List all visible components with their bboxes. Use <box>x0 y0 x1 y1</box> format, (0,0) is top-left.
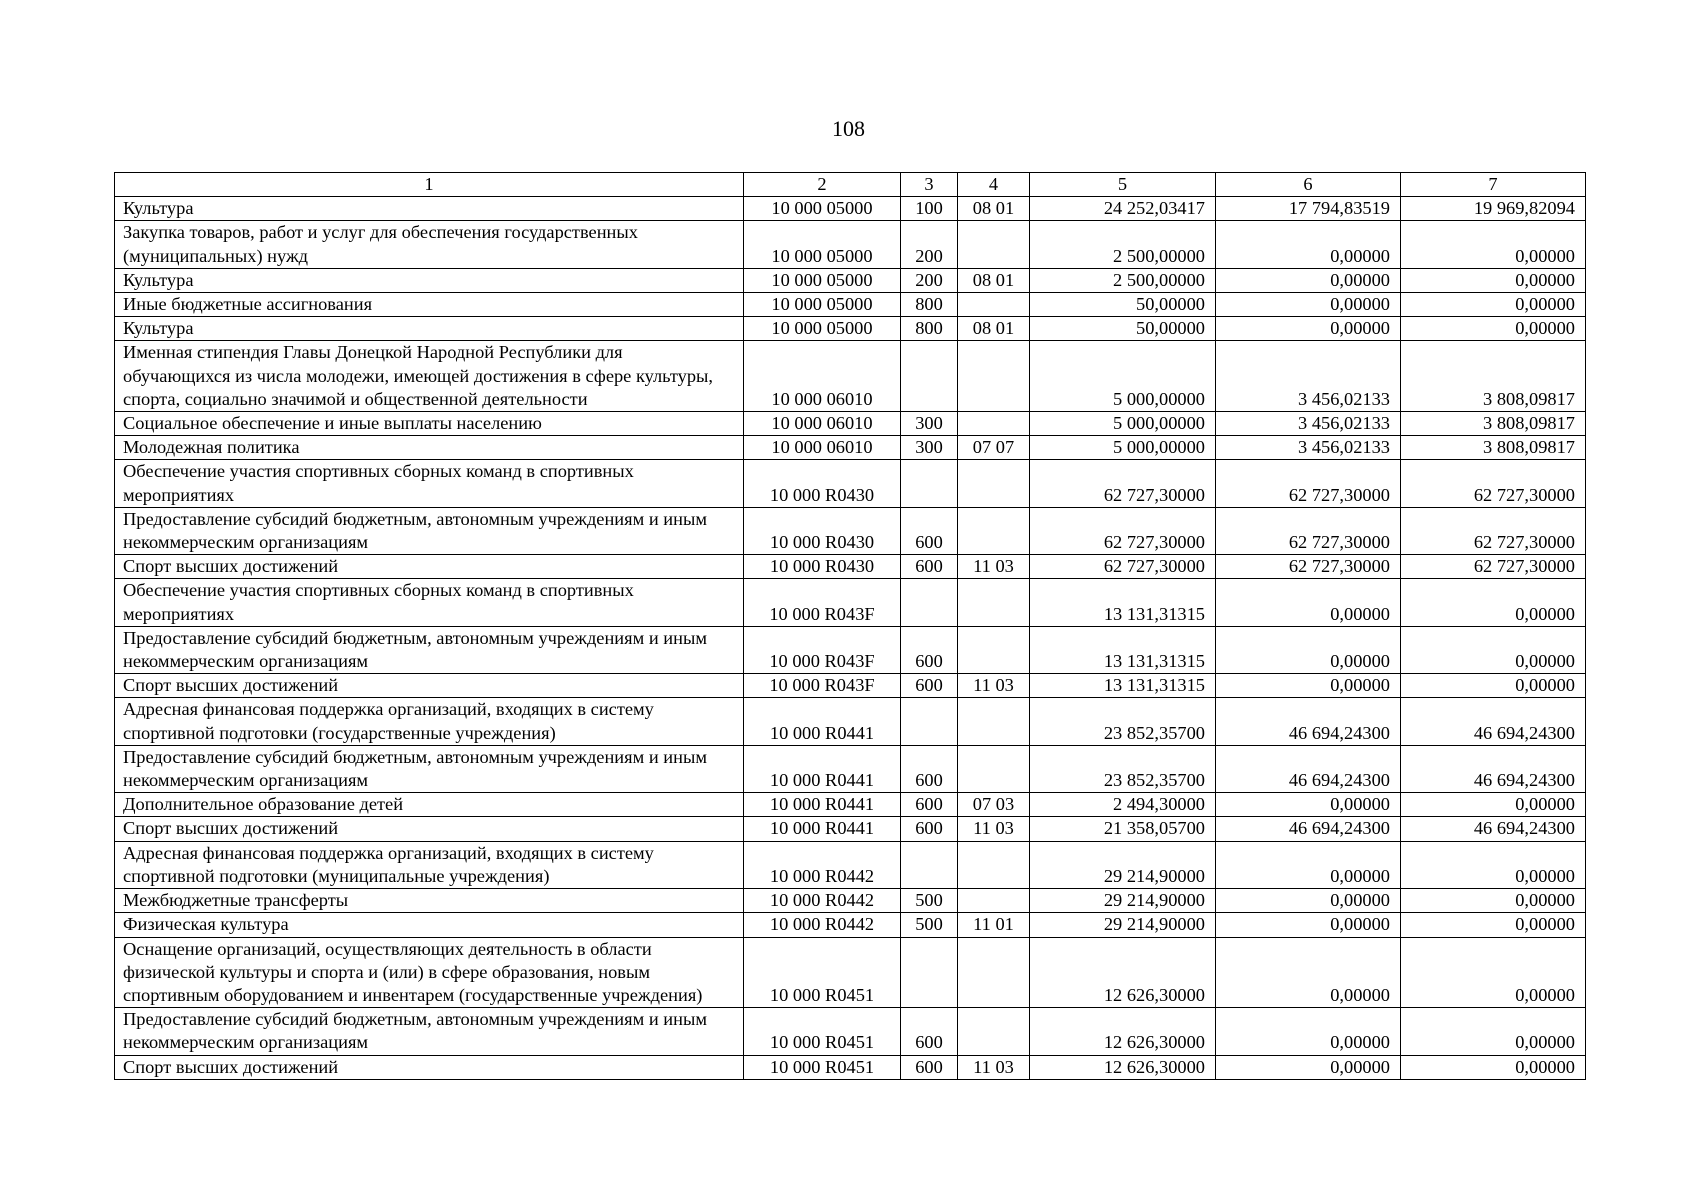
expense-type-cell <box>901 841 958 888</box>
target-code-cell: 10 000 R0430 <box>744 555 901 579</box>
target-code-cell: 10 000 R0441 <box>744 817 901 841</box>
expense-type-cell: 500 <box>901 889 958 913</box>
amount-col6-cell: 0,00000 <box>1216 221 1401 268</box>
amount-col7-cell: 0,00000 <box>1401 674 1586 698</box>
section-code-cell <box>958 889 1030 913</box>
amount-col6-cell: 0,00000 <box>1216 793 1401 817</box>
expense-type-cell: 600 <box>901 1055 958 1079</box>
section-code-cell: 07 07 <box>958 436 1030 460</box>
section-code-cell: 08 01 <box>958 197 1030 221</box>
expense-type-cell: 300 <box>901 436 958 460</box>
item-name-cell: Адресная финансовая поддержка организаций, входящих в систему спортивной подготовки (государственные учреждения) <box>115 698 744 745</box>
amount-col7-cell: 46 694,24300 <box>1401 698 1586 745</box>
item-name-cell: Адресная финансовая поддержка организаций, входящих в систему спортивной подготовки (муниципальные учреждения) <box>115 841 744 888</box>
target-code-cell: 10 000 R0442 <box>744 913 901 937</box>
expense-type-cell: 800 <box>901 317 958 341</box>
item-name-cell: Предоставление субсидий бюджетным, автономным учреждениям и иным некоммерческим организациям <box>115 507 744 554</box>
table-row <box>115 745 1586 792</box>
column-header-5: 5 <box>1030 173 1216 197</box>
amount-col6-cell: 62 727,30000 <box>1216 460 1401 507</box>
amount-col6-cell: 3 456,02133 <box>1216 436 1401 460</box>
target-code-cell: 10 000 R0442 <box>744 841 901 888</box>
table-row <box>115 626 1586 673</box>
target-code-cell: 10 000 R043F <box>744 579 901 626</box>
amount-col6-cell: 46 694,24300 <box>1216 745 1401 792</box>
amount-col5-cell: 2 500,00000 <box>1030 221 1216 268</box>
amount-col5-cell: 5 000,00000 <box>1030 436 1216 460</box>
expense-type-cell: 500 <box>901 913 958 937</box>
section-code-cell: 11 01 <box>958 913 1030 937</box>
table-row <box>115 1055 1586 1079</box>
amount-col7-cell: 62 727,30000 <box>1401 555 1586 579</box>
item-name-cell: Культура <box>115 317 744 341</box>
section-code-cell: 08 01 <box>958 317 1030 341</box>
section-code-cell <box>958 841 1030 888</box>
table-row <box>115 293 1586 317</box>
section-code-cell <box>958 937 1030 1008</box>
expense-type-cell: 600 <box>901 793 958 817</box>
expense-type-cell: 300 <box>901 412 958 436</box>
item-name-cell: Иные бюджетные ассигнования <box>115 293 744 317</box>
amount-col5-cell: 23 852,35700 <box>1030 698 1216 745</box>
section-code-cell <box>958 341 1030 412</box>
amount-col6-cell: 0,00000 <box>1216 579 1401 626</box>
section-code-cell: 11 03 <box>958 555 1030 579</box>
expense-type-cell <box>901 937 958 1008</box>
amount-col5-cell: 12 626,30000 <box>1030 1055 1216 1079</box>
expense-type-cell: 600 <box>901 507 958 554</box>
table-row <box>115 507 1586 554</box>
column-header-2: 2 <box>744 173 901 197</box>
table-row <box>115 412 1586 436</box>
amount-col5-cell: 2 500,00000 <box>1030 268 1216 292</box>
amount-col5-cell: 21 358,05700 <box>1030 817 1216 841</box>
amount-col7-cell: 0,00000 <box>1401 937 1586 1008</box>
amount-col5-cell: 23 852,35700 <box>1030 745 1216 792</box>
amount-col6-cell: 3 456,02133 <box>1216 412 1401 436</box>
amount-col6-cell: 3 456,02133 <box>1216 341 1401 412</box>
table-row <box>115 817 1586 841</box>
amount-col7-cell: 0,00000 <box>1401 889 1586 913</box>
column-header-6: 6 <box>1216 173 1401 197</box>
item-name-cell: Обеспечение участия спортивных сборных команд в спортивных мероприятиях <box>115 579 744 626</box>
section-code-cell: 11 03 <box>958 1055 1030 1079</box>
amount-col6-cell: 62 727,30000 <box>1216 507 1401 554</box>
item-name-cell: Спорт высших достижений <box>115 1055 744 1079</box>
target-code-cell: 10 000 R043F <box>744 674 901 698</box>
amount-col5-cell: 24 252,03417 <box>1030 197 1216 221</box>
table-body <box>115 197 1586 1080</box>
column-header-3: 3 <box>901 173 958 197</box>
amount-col5-cell: 13 131,31315 <box>1030 674 1216 698</box>
target-code-cell: 10 000 06010 <box>744 341 901 412</box>
amount-col6-cell: 46 694,24300 <box>1216 817 1401 841</box>
page-number: 108 <box>832 116 865 141</box>
amount-col6-cell: 0,00000 <box>1216 1055 1401 1079</box>
amount-col7-cell: 3 808,09817 <box>1401 412 1586 436</box>
table-row <box>115 579 1586 626</box>
item-name-cell: Предоставление субсидий бюджетным, автономным учреждениям и иным некоммерческим организациям <box>115 1008 744 1055</box>
expense-type-cell <box>901 579 958 626</box>
amount-col7-cell: 0,00000 <box>1401 1008 1586 1055</box>
target-code-cell: 10 000 05000 <box>744 221 901 268</box>
amount-col6-cell: 0,00000 <box>1216 1008 1401 1055</box>
expense-type-cell <box>901 341 958 412</box>
target-code-cell: 10 000 R0451 <box>744 1008 901 1055</box>
section-code-cell <box>958 745 1030 792</box>
table-row <box>115 221 1586 268</box>
amount-col7-cell: 0,00000 <box>1401 579 1586 626</box>
expense-type-cell: 200 <box>901 221 958 268</box>
expense-type-cell: 600 <box>901 674 958 698</box>
table-row <box>115 674 1586 698</box>
target-code-cell: 10 000 R0441 <box>744 793 901 817</box>
item-name-cell: Оснащение организаций, осуществляющих деятельность в области физической культуры и спорта и (или) в сфере образования, новым спортивным оборудованием и инвентарем (государственные учреждения) <box>115 937 744 1008</box>
item-name-cell: Предоставление субсидий бюджетным, автономным учреждениям и иным некоммерческим организациям <box>115 745 744 792</box>
target-code-cell: 10 000 R0441 <box>744 698 901 745</box>
amount-col7-cell: 0,00000 <box>1401 1055 1586 1079</box>
target-code-cell: 10 000 05000 <box>744 293 901 317</box>
table-row <box>115 841 1586 888</box>
amount-col7-cell: 62 727,30000 <box>1401 460 1586 507</box>
amount-col6-cell: 17 794,83519 <box>1216 197 1401 221</box>
amount-col7-cell: 0,00000 <box>1401 317 1586 341</box>
amount-col5-cell: 29 214,90000 <box>1030 841 1216 888</box>
item-name-cell: Культура <box>115 268 744 292</box>
amount-col7-cell: 0,00000 <box>1401 268 1586 292</box>
amount-col7-cell: 0,00000 <box>1401 626 1586 673</box>
target-code-cell: 10 000 05000 <box>744 197 901 221</box>
item-name-cell: Обеспечение участия спортивных сборных команд в спортивных мероприятиях <box>115 460 744 507</box>
amount-col5-cell: 12 626,30000 <box>1030 1008 1216 1055</box>
table-row <box>115 436 1586 460</box>
section-code-cell <box>958 507 1030 554</box>
item-name-cell: Молодежная политика <box>115 436 744 460</box>
amount-col5-cell: 12 626,30000 <box>1030 937 1216 1008</box>
expense-type-cell: 600 <box>901 626 958 673</box>
table-row <box>115 698 1586 745</box>
section-code-cell <box>958 412 1030 436</box>
amount-col6-cell: 0,00000 <box>1216 293 1401 317</box>
item-name-cell: Предоставление субсидий бюджетным, автономным учреждениям и иным некоммерческим организациям <box>115 626 744 673</box>
amount-col5-cell: 50,00000 <box>1030 293 1216 317</box>
amount-col7-cell: 62 727,30000 <box>1401 507 1586 554</box>
amount-col5-cell: 13 131,31315 <box>1030 579 1216 626</box>
target-code-cell: 10 000 05000 <box>744 268 901 292</box>
item-name-cell: Культура <box>115 197 744 221</box>
target-code-cell: 10 000 06010 <box>744 436 901 460</box>
table-row <box>115 317 1586 341</box>
section-code-cell <box>958 460 1030 507</box>
table-row <box>115 268 1586 292</box>
target-code-cell: 10 000 05000 <box>744 317 901 341</box>
target-code-cell: 10 000 R0430 <box>744 507 901 554</box>
section-code-cell: 08 01 <box>958 268 1030 292</box>
expense-type-cell: 100 <box>901 197 958 221</box>
column-header-4: 4 <box>958 173 1030 197</box>
amount-col5-cell: 5 000,00000 <box>1030 341 1216 412</box>
amount-col7-cell: 0,00000 <box>1401 793 1586 817</box>
target-code-cell: 10 000 R0441 <box>744 745 901 792</box>
amount-col5-cell: 13 131,31315 <box>1030 626 1216 673</box>
section-code-cell <box>958 579 1030 626</box>
amount-col6-cell: 62 727,30000 <box>1216 555 1401 579</box>
item-name-cell: Именная стипендия Главы Донецкой Народной Республики для обучающихся из числа молодежи, имеющей достижения в сфере культуры, спорта, социально значимой и общественной деятельности <box>115 341 744 412</box>
amount-col7-cell: 19 969,82094 <box>1401 197 1586 221</box>
amount-col6-cell: 0,00000 <box>1216 937 1401 1008</box>
amount-col5-cell: 62 727,30000 <box>1030 460 1216 507</box>
amount-col7-cell: 0,00000 <box>1401 293 1586 317</box>
section-code-cell: 11 03 <box>958 817 1030 841</box>
expense-type-cell: 600 <box>901 1008 958 1055</box>
amount-col5-cell: 50,00000 <box>1030 317 1216 341</box>
expense-type-cell: 600 <box>901 555 958 579</box>
expense-type-cell <box>901 460 958 507</box>
column-header-1: 1 <box>115 173 744 197</box>
amount-col5-cell: 5 000,00000 <box>1030 412 1216 436</box>
header-row <box>115 173 1586 197</box>
amount-col6-cell: 0,00000 <box>1216 841 1401 888</box>
item-name-cell: Социальное обеспечение и иные выплаты населению <box>115 412 744 436</box>
section-code-cell <box>958 626 1030 673</box>
target-code-cell: 10 000 R0451 <box>744 937 901 1008</box>
table-row <box>115 793 1586 817</box>
target-code-cell: 10 000 R0430 <box>744 460 901 507</box>
target-code-cell: 10 000 R0451 <box>744 1055 901 1079</box>
item-name-cell: Физическая культура <box>115 913 744 937</box>
amount-col6-cell: 46 694,24300 <box>1216 698 1401 745</box>
amount-col6-cell: 0,00000 <box>1216 674 1401 698</box>
amount-col5-cell: 62 727,30000 <box>1030 555 1216 579</box>
table-row <box>115 937 1586 1008</box>
item-name-cell: Спорт высших достижений <box>115 674 744 698</box>
amount-col7-cell: 3 808,09817 <box>1401 341 1586 412</box>
target-code-cell: 10 000 06010 <box>744 412 901 436</box>
amount-col6-cell: 0,00000 <box>1216 913 1401 937</box>
section-code-cell <box>958 221 1030 268</box>
target-code-cell: 10 000 R043F <box>744 626 901 673</box>
table-row <box>115 460 1586 507</box>
amount-col7-cell: 3 808,09817 <box>1401 436 1586 460</box>
item-name-cell: Спорт высших достижений <box>115 817 744 841</box>
amount-col7-cell: 0,00000 <box>1401 221 1586 268</box>
table-row <box>115 197 1586 221</box>
amount-col6-cell: 0,00000 <box>1216 317 1401 341</box>
item-name-cell: Межбюджетные трансферты <box>115 889 744 913</box>
section-code-cell <box>958 1008 1030 1055</box>
amount-col7-cell: 46 694,24300 <box>1401 817 1586 841</box>
expense-type-cell: 600 <box>901 817 958 841</box>
amount-col7-cell: 0,00000 <box>1401 841 1586 888</box>
table-row <box>115 889 1586 913</box>
target-code-cell: 10 000 R0442 <box>744 889 901 913</box>
table-row <box>115 913 1586 937</box>
section-code-cell: 11 03 <box>958 674 1030 698</box>
amount-col6-cell: 0,00000 <box>1216 268 1401 292</box>
expense-type-cell <box>901 698 958 745</box>
item-name-cell: Спорт высших достижений <box>115 555 744 579</box>
amount-col6-cell: 0,00000 <box>1216 626 1401 673</box>
expense-type-cell: 200 <box>901 268 958 292</box>
amount-col5-cell: 29 214,90000 <box>1030 889 1216 913</box>
amount-col6-cell: 0,00000 <box>1216 889 1401 913</box>
amount-col5-cell: 62 727,30000 <box>1030 507 1216 554</box>
amount-col7-cell: 0,00000 <box>1401 913 1586 937</box>
amount-col5-cell: 29 214,90000 <box>1030 913 1216 937</box>
item-name-cell: Закупка товаров, работ и услуг для обеспечения государственных (муниципальных) нужд <box>115 221 744 268</box>
budget-table <box>114 172 1586 1080</box>
amount-col5-cell: 2 494,30000 <box>1030 793 1216 817</box>
amount-col7-cell: 46 694,24300 <box>1401 745 1586 792</box>
section-code-cell <box>958 698 1030 745</box>
expense-type-cell: 800 <box>901 293 958 317</box>
column-header-7: 7 <box>1401 173 1586 197</box>
table-row <box>115 1008 1586 1055</box>
section-code-cell <box>958 293 1030 317</box>
table-row <box>115 555 1586 579</box>
section-code-cell: 07 03 <box>958 793 1030 817</box>
table-row <box>115 341 1586 412</box>
expense-type-cell: 600 <box>901 745 958 792</box>
item-name-cell: Дополнительное образование детей <box>115 793 744 817</box>
